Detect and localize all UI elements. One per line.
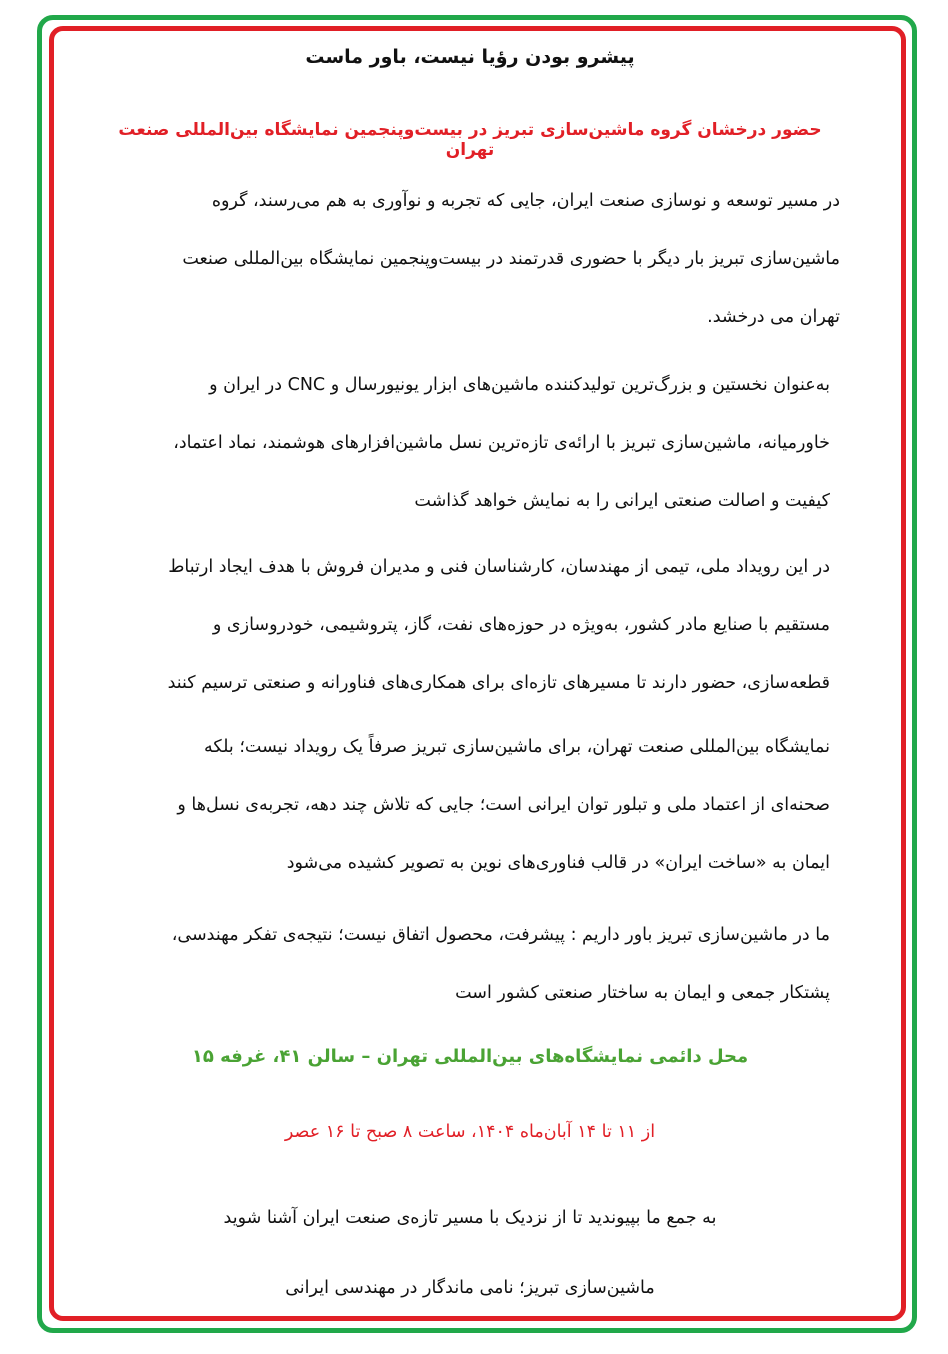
slogan-text: ماشین‌سازی تبریز؛ نامی ماندگار در مهندسی ایرانی: [285, 1278, 655, 1298]
paragraph-line: مستقیم با صنایع مادر کشور، به‌ویژه در حوزه‌های نفت، گاز، پتروشیمی، خودروسازی و: [212, 615, 830, 635]
paragraph-line: ایمان به «ساخت ایران» در قالب فناوری‌های نوین به تصویر کشیده می‌شود: [286, 853, 830, 873]
paragraph-line: در مسیر توسعه و نوسازی صنعت ایران، جایی که تجربه و نوآوری به هم می‌رسند، گروه: [211, 191, 840, 211]
paragraph-line: به‌عنوان نخستین و بزرگ‌ترین تولیدکننده ماشین‌های ابزار یونیورسال و CNC در ایران و: [209, 375, 830, 395]
paragraph-line: قطعه‌سازی، حضور دارند تا مسیرهای تازه‌ای برای همکاری‌های فناورانه و صنعتی ترسیم کنند: [167, 673, 830, 693]
paragraph-leadership: [100, 356, 830, 530]
paragraph-line: کیفیت و اصالت صنعتی ایرانی را به نمایش خواهد گذاشت: [414, 491, 830, 511]
paragraph-line: در این رویداد ملی، تیمی از مهندسان، کارشناسان فنی و مدیران فروش با هدف ایجاد ارتباط: [168, 557, 830, 577]
paragraph-team: [100, 538, 830, 712]
paragraph-exhibition: [100, 718, 830, 892]
document-title: پیشرو بودن رؤیا نیست، باور ماست: [305, 46, 635, 68]
paragraph-belief: [100, 906, 830, 1022]
paragraph-line: تهران می درخشد.: [707, 307, 840, 327]
paragraph-line: ما در ماشین‌سازی تبریز باور داریم : پیشرفت، محصول اتفاق نیست؛ نتیجه‌ی تفکر مهندسی،: [171, 925, 830, 945]
document-subtitle: حضور درخشان گروه ماشین‌سازی تبریز در بیست‌وپنجمین نمایشگاه بین‌المللی صنعت تهران: [118, 120, 822, 160]
paragraph-line: صحنه‌ای از اعتماد ملی و تبلور توان ایرانی است؛ جایی که تلاش چند دهه، تجربه‌ی نسل‌ها و: [177, 795, 830, 815]
paragraph-line: نمایشگاه بین‌المللی صنعت تهران، برای ماشین‌سازی تبریز صرفاً یک رویداد نیست؛ بلکه: [204, 737, 830, 757]
invitation-text: به جمع ما بپیوندید تا از نزدیک با مسیر تازه‌ی صنعت ایران آشنا شوید: [223, 1208, 717, 1228]
exhibition-schedule: از ۱۱ تا ۱۴ آبان‌ماه ۱۴۰۴، ساعت ۸ صبح تا ۱۶ عصر: [284, 1122, 656, 1142]
paragraph-line: خاورمیانه، ماشین‌سازی تبریز با ارائه‌ی تازه‌ترین نسل ماشین‌افزارهای هوشمند، نماد اعتماد،: [173, 433, 830, 453]
paragraph-line: ماشین‌سازی تبریز بار دیگر با حضوری قدرتمند در بیست‌وپنجمین نمایشگاه بین‌المللی صنعت: [182, 249, 840, 269]
paragraph-line: پشتکار جمعی و ایمان به ساختار صنعتی کشور است: [455, 983, 830, 1003]
exhibition-location: محل دائمی نمایشگاه‌های بین‌المللی تهران – سالن ۴۱، غرفه ۱۵: [191, 1046, 749, 1067]
paragraph-intro: [100, 172, 840, 346]
